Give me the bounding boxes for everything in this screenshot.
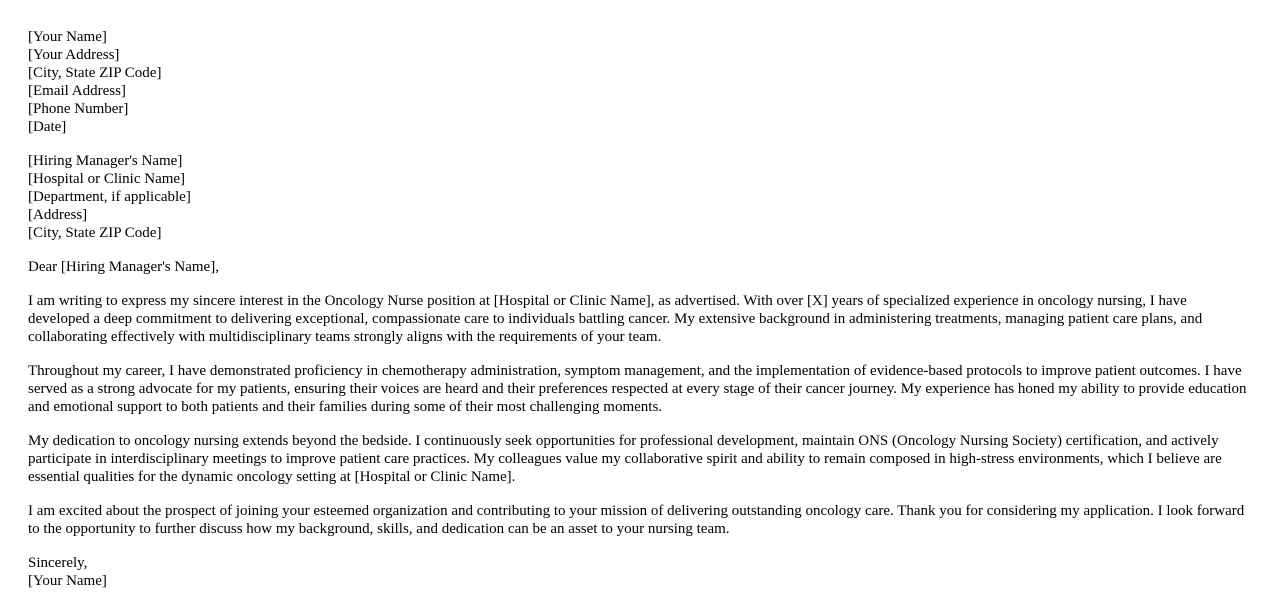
salutation: Dear [Hiring Manager's Name], bbox=[28, 259, 219, 275]
sender-address-block bbox=[28, 28, 1250, 136]
sender-phone: [Phone Number] bbox=[28, 101, 129, 117]
recipient-address: [Address] bbox=[28, 207, 88, 223]
recipient-organization: [Hospital or Clinic Name] bbox=[28, 171, 186, 187]
sender-address: [Your Address] bbox=[28, 47, 120, 63]
recipient-name: [Hiring Manager's Name] bbox=[28, 153, 183, 169]
valediction: Sincerely, bbox=[28, 555, 88, 571]
signature-name: [Your Name] bbox=[28, 573, 107, 589]
letter-date: [Date] bbox=[28, 119, 67, 135]
recipient-city-state-zip: [City, State ZIP Code] bbox=[28, 225, 162, 241]
recipient-address-block bbox=[28, 152, 1250, 242]
body-paragraph-dedication: My dedication to oncology nursing extends beyond the bedside. I continuously seek opportunities for professional development, maintain ONS (Oncology Nursing Society) certification, and actively participate in interdisciplinary meetings to improve patient care practices. My colleagues value my collaborative spirit and ability to remain composed in high-stress environments, which I believe are essential qualities for the dynamic oncology setting at [Hospital or Clinic Name]. bbox=[28, 433, 1222, 485]
recipient-department: [Department, if applicable] bbox=[28, 189, 191, 205]
body-paragraph-conclusion: I am excited about the prospect of joining your esteemed organization and contributing to your mission of delivering outstanding oncology care. Thank you for considering my application. I look forward to the opportunity to further discuss how my background, skills, and dedication can be an asset to your nursing team. bbox=[28, 503, 1245, 537]
sender-email: [Email Address] bbox=[28, 83, 126, 99]
sender-name: [Your Name] bbox=[28, 29, 107, 45]
body-paragraph-intro: I am writing to express my sincere interest in the Oncology Nurse position at [Hospital or Clinic Name], as advertised. With over [X] years of specialized experience in oncology nursing, I have developed a deep commitment to delivering exceptional, compassionate care to individuals battling cancer. My extensive background in administering treatments, managing patient care plans, and collaborating effectively with multidisciplinary teams strongly aligns with the requirements of your team. bbox=[28, 293, 1203, 345]
sender-city-state-zip: [City, State ZIP Code] bbox=[28, 65, 162, 81]
body-paragraph-experience: Throughout my career, I have demonstrated proficiency in chemotherapy administration, symptom management, and the implementation of evidence-based protocols to improve patient outcomes. I have served as a strong advocate for my patients, ensuring their voices are heard and their preferences respected at every stage of their cancer journey. My experience has honed my ability to provide education and emotional support to both patients and their families during some of their most challenging moments. bbox=[28, 363, 1247, 415]
closing-block bbox=[28, 554, 1250, 590]
